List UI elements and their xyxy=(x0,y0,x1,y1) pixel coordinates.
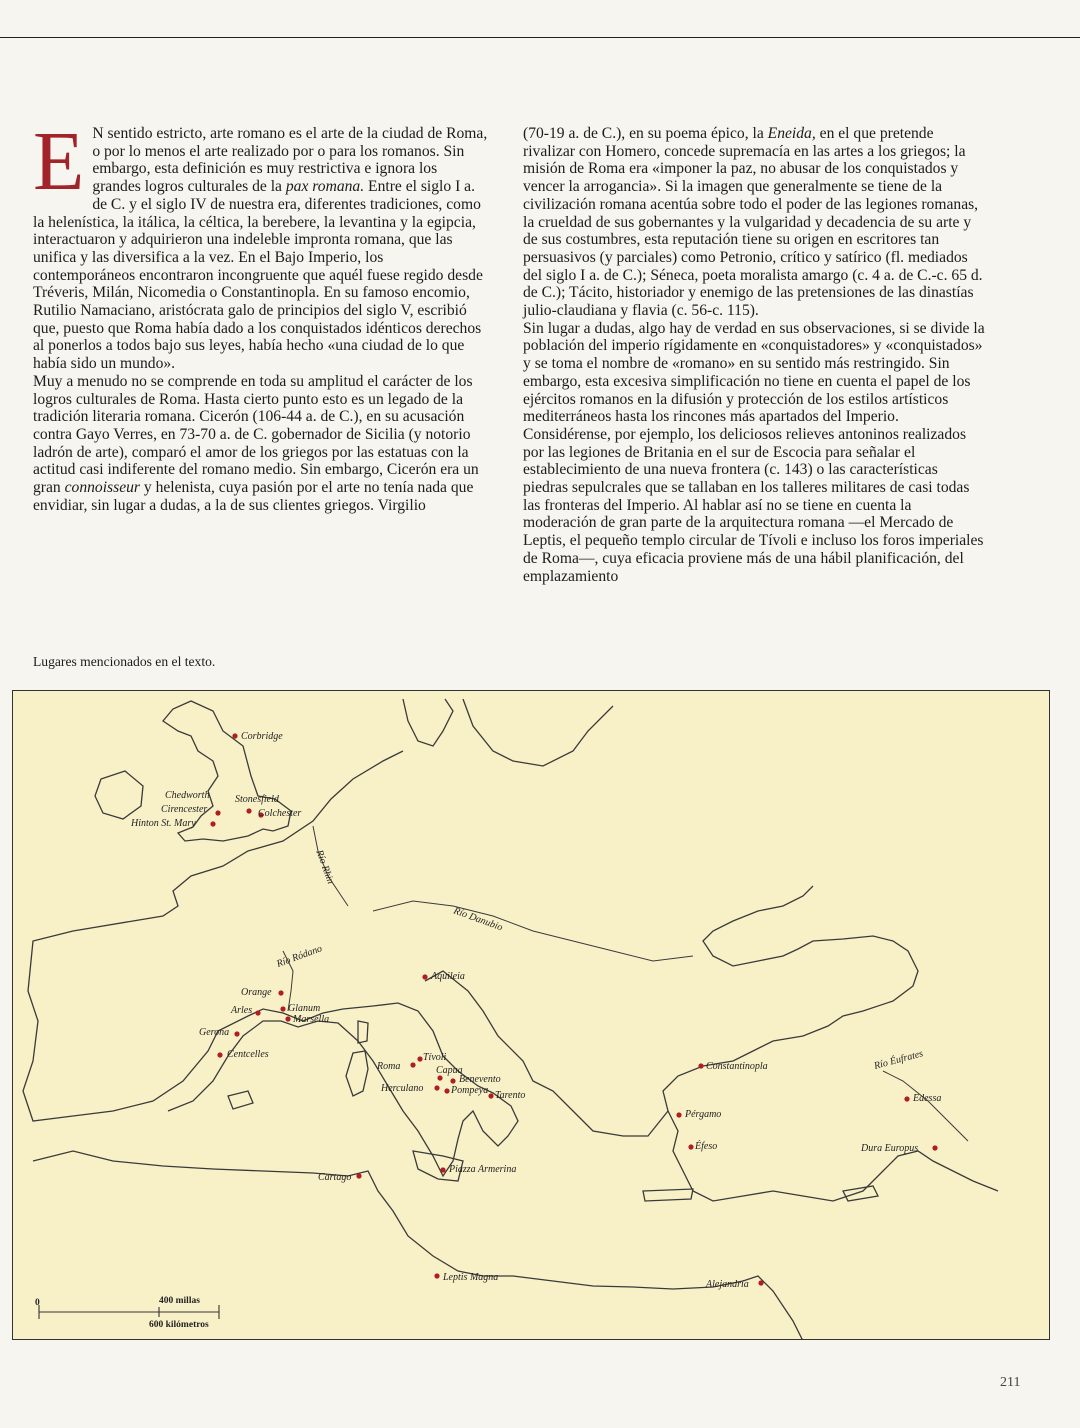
place-dot xyxy=(444,1088,449,1093)
map-caption: Lugares mencionados en el texto. xyxy=(33,654,216,669)
place-hinton: Hinton St. Mary xyxy=(131,818,196,829)
page-number: 211 xyxy=(1000,1375,1021,1390)
scale-labels xyxy=(35,1296,209,1330)
text-run: (70-19 a. de C.), en su poema épico, la xyxy=(523,125,768,142)
text-run: y helenista, cuya pasión por el arte no tenía nada que envidiar, sin lugar a dudas, a la de sus clientes griegos. Virgilio xyxy=(33,479,474,514)
river-label-eufrates: Río Éufrates xyxy=(872,1048,925,1072)
right-column xyxy=(523,125,985,585)
place-cirencester: Cirencester xyxy=(161,804,208,815)
place-glanum: Glanum xyxy=(288,1003,321,1014)
place-pompeya: Pompeya xyxy=(451,1085,489,1096)
river-label-rodano: Río Ródano xyxy=(275,943,324,970)
place-colchester: Colchester xyxy=(258,808,302,819)
place-dot xyxy=(437,1075,442,1080)
place-dot xyxy=(698,1063,703,1068)
coast-ireland xyxy=(95,771,143,819)
place-dot xyxy=(217,1052,222,1057)
coast-crete xyxy=(643,1189,693,1201)
coast-anatolia xyxy=(668,1111,998,1201)
place-dot xyxy=(758,1280,763,1285)
place-orange: Orange xyxy=(241,987,272,998)
place-dot xyxy=(417,1056,422,1061)
place-piazza: Piazza Armerina xyxy=(449,1164,517,1175)
river-danubio xyxy=(373,901,693,961)
text-run: en el que pretende rivalizar con Homero, concede supremacía en las artes a los griegos; la misión de Roma era «imponer la paz, no abusar de los conquistados y vencer la arrogancia». Si la imagen que generalmente se tiene de la civilización romana acentúa sobre todo el poder de las legiones romanas, la crueldad de sus gobernantes y la vulgaridad y decadencia de su arte y de sus costumbres, esta reputación tiene su origen en escritores tan persuasivos (y parciales) como Petronio, crítico y satírico (fl. mediados del siglo I a. de C.); Séneca, poeta moralista amargo (c. 4 a. de C.-c. 65 d. de C.); Tácito, historiador y enemigo de las pretensiones de las dinastías julio-claudiana y flavia (c. 56-c. 115). xyxy=(523,125,983,320)
place-marsella: Marsella xyxy=(293,1014,330,1025)
place-dot xyxy=(246,808,251,813)
place-edessa: Edessa xyxy=(913,1093,942,1104)
coast-scandinavia xyxy=(403,699,453,746)
italic-text: pax romana. xyxy=(285,178,365,196)
place-dot xyxy=(688,1144,693,1149)
place-leptis: Leptis Magna xyxy=(443,1272,499,1283)
italic-text: connoisseur xyxy=(64,479,140,497)
place-dot xyxy=(215,810,220,815)
river-label-rhin: Río Rhin xyxy=(313,848,336,886)
place-corbridge: Corbridge xyxy=(241,731,283,742)
place-arles: Arles xyxy=(231,1005,253,1016)
place-dura: Dura Europus xyxy=(861,1143,919,1154)
place-gerona: Gerona xyxy=(199,1027,230,1038)
scale-zero: 0 xyxy=(35,1298,40,1308)
place-constantinopla: Constantinopla xyxy=(706,1061,768,1072)
left-column xyxy=(33,115,489,514)
text-run: N sentido estricto, arte romano es el arte de la ciudad de Roma, o por lo menos el arte realizado por o para los romanos. Sin embargo, esta definición es muy restrictiva e ignora los grandes logros culturales de la xyxy=(92,125,488,196)
paragraph xyxy=(33,115,489,373)
place-dot xyxy=(422,974,427,979)
scale-miles: 400 millas xyxy=(159,1296,200,1306)
place-dot xyxy=(410,1062,415,1067)
river-label-danubio: Río Danubio xyxy=(451,905,505,934)
top-rule xyxy=(0,37,1080,38)
paragraph xyxy=(523,125,985,320)
place-dot xyxy=(356,1173,361,1178)
place-dot xyxy=(210,821,215,826)
map-svg xyxy=(13,691,1050,1340)
scale-km: 600 kilómetros xyxy=(149,1320,209,1330)
place-cartago: Cartago xyxy=(318,1172,352,1183)
italic-text: Eneida, xyxy=(767,125,816,142)
place-tivoli: Tívoli xyxy=(423,1052,447,1063)
place-stonesfield: Stonesfield xyxy=(235,794,279,805)
place-herculano: Herculano xyxy=(381,1083,424,1094)
places xyxy=(130,731,941,1290)
coast-baltic xyxy=(463,699,613,766)
place-dot xyxy=(932,1145,937,1150)
text-run: Muy a menudo no se comprende en toda su amplitud el carácter de los logros culturales de Roma. Hasta cierto punto esto es un legado de la tradición literaria romana. Cicerón (106-44 a. de C.), en su acusación contra Gayo Verres, en 73-70 a. de C. gobernador de Sicilia (y notorio ladrón de arte), comparó el amor de los griegos por las estatuas con la actitud casi indiferente del romano medio. Sin embargo, Cicerón era un gran xyxy=(33,372,479,497)
place-pergamo: Pérgamo xyxy=(685,1109,722,1120)
paragraph: Sin lugar a dudas, algo hay de verdad en sus observaciones, si se divide la población del imperio rígidamente en «conquistadores» y «conquistados» y se toma el nombre de «romano» en su sentido más restringido. Sin embargo, esta excesiva simplificación no tiene en cuenta el papel de los ejércitos romanos en la difusión y protección de los estilos artísticos mediterráneos hasta los rincones más apartados del Imperio. Considérense, por ejemplo, los deliciosos relieves antoninos realizados por las legiones de Britania en el sur de Escocia para señalar el establecimiento de una nueva frontera (c. 143) o las características piedras sepulcrales que se tallaban en los talleres militares de casi todas las fronteras del Imperio. Al hablar así no se tiene en cuenta la moderación de gran parte de la arquitectura romana —el Mercado de Leptis, el pequeño templo circular de Tívoli e incluso los foros imperiales de Roma—, cuya eficacia proviene más de una hábil planificación, del emplazamiento xyxy=(523,319,985,585)
river-labels xyxy=(274,848,924,1073)
place-dot xyxy=(234,1031,239,1036)
place-efeso: Éfeso xyxy=(695,1141,718,1152)
coast-corsica xyxy=(358,1021,368,1043)
scale-bar xyxy=(39,1305,219,1319)
place-capua: Capua xyxy=(436,1065,463,1076)
place-dot xyxy=(232,733,237,738)
place-dot xyxy=(488,1093,493,1098)
map xyxy=(12,690,1050,1340)
place-roma: Roma xyxy=(377,1061,401,1072)
river-eufrates xyxy=(883,1071,968,1141)
place-benevento: Benevento xyxy=(459,1074,501,1085)
place-centcelles: Centcelles xyxy=(227,1049,269,1060)
paragraph xyxy=(33,373,489,515)
place-dot xyxy=(440,1167,445,1172)
place-dot xyxy=(278,990,283,995)
drop-cap: E xyxy=(33,115,85,208)
coast-balearics xyxy=(228,1091,253,1109)
place-dot xyxy=(676,1112,681,1117)
place-tarento: Tarento xyxy=(495,1090,526,1101)
place-dot xyxy=(434,1085,439,1090)
place-dot xyxy=(280,1006,285,1011)
coast-sardinia xyxy=(346,1051,368,1096)
place-alejandria: Alejandría xyxy=(706,1279,749,1290)
place-chedworth: Chedworth xyxy=(165,790,210,801)
place-dot xyxy=(255,1010,260,1015)
place-dot xyxy=(450,1078,455,1083)
place-dot xyxy=(285,1016,290,1021)
coast-cyprus xyxy=(843,1186,878,1201)
text-run: Entre el siglo I a. de C. y el siglo IV de nuestra era, diferentes tradiciones, como la helenística, la itálica, la céltica, la berebere, la levantina y la egipcia, interactuaron y adquirieron una indeleble impronta romana, que las unifica y las diversifica a la vez. En el Bajo Imperio, los contemporáneos encontraron incongruente que aquél fuese regido desde Tréveris, Milán, Nicomedia o Constantinopla. En su famoso encomio, Rutilio Namaciano, aristócrata galo de principios del siglo V, escribió que, puesto que Roma había dado a los conquistados idénticos derechos al ponerlos a todos bajo sus leyes, había hecho «una ciudad de lo que había sido un mundo». xyxy=(33,178,483,373)
place-aquileia: Aquileia xyxy=(431,971,465,982)
place-dot xyxy=(434,1273,439,1278)
place-dot xyxy=(904,1096,909,1101)
